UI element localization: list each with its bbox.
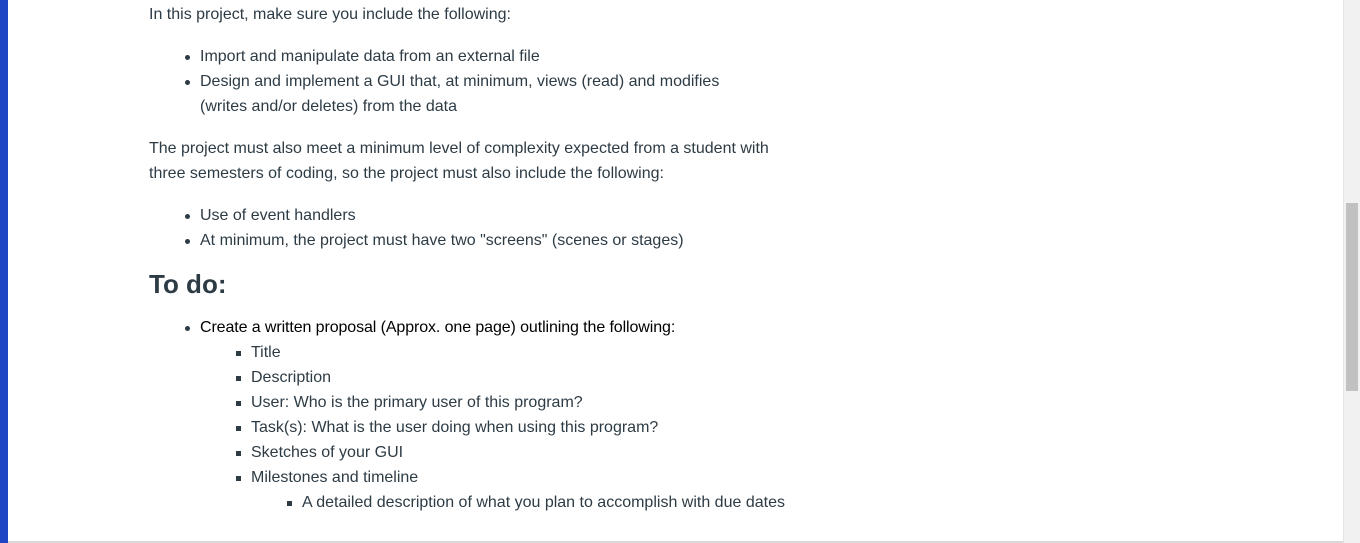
list-item: A detailed description of what you plan to accomplish with due dates bbox=[251, 490, 799, 515]
todo-heading: To do: bbox=[149, 269, 227, 299]
list-item: Design and implement a GUI that, at minimum, views (read) and modifies (writes and/or deletes) from the data bbox=[149, 69, 799, 119]
list-item: Description bbox=[200, 365, 799, 390]
todo-list bbox=[149, 315, 799, 515]
list-item: Use of event handlers bbox=[149, 203, 799, 228]
list-item bbox=[149, 315, 799, 515]
requirements-list bbox=[149, 44, 799, 119]
list-item: Sketches of your GUI bbox=[200, 440, 799, 465]
list-item: Task(s): What is the user doing when using this program? bbox=[200, 415, 799, 440]
milestones-sublist bbox=[251, 490, 799, 515]
proposal-items-list bbox=[200, 340, 799, 515]
todo-item-text: Create a written proposal (Approx. one page) outlining the following: bbox=[200, 319, 676, 336]
scrollbar-thumb[interactable] bbox=[1346, 203, 1358, 391]
left-edge-bar bbox=[0, 0, 8, 543]
complexity-paragraph: The project must also meet a minimum level of complexity expected from a student with three semesters of coding, so the project must also include the following: bbox=[149, 140, 769, 182]
list-item: Import and manipulate data from an external file bbox=[149, 44, 799, 69]
complexity-list bbox=[149, 203, 799, 253]
list-item: At minimum, the project must have two "screens" (scenes or stages) bbox=[149, 228, 799, 253]
milestones-label: Milestones and timeline bbox=[251, 469, 419, 486]
list-item bbox=[200, 465, 799, 515]
list-item: User: Who is the primary user of this program? bbox=[200, 390, 799, 415]
vertical-scrollbar[interactable] bbox=[1343, 0, 1360, 543]
list-item: Title bbox=[200, 340, 799, 365]
intro-paragraph: In this project, make sure you include the following: bbox=[149, 6, 511, 23]
